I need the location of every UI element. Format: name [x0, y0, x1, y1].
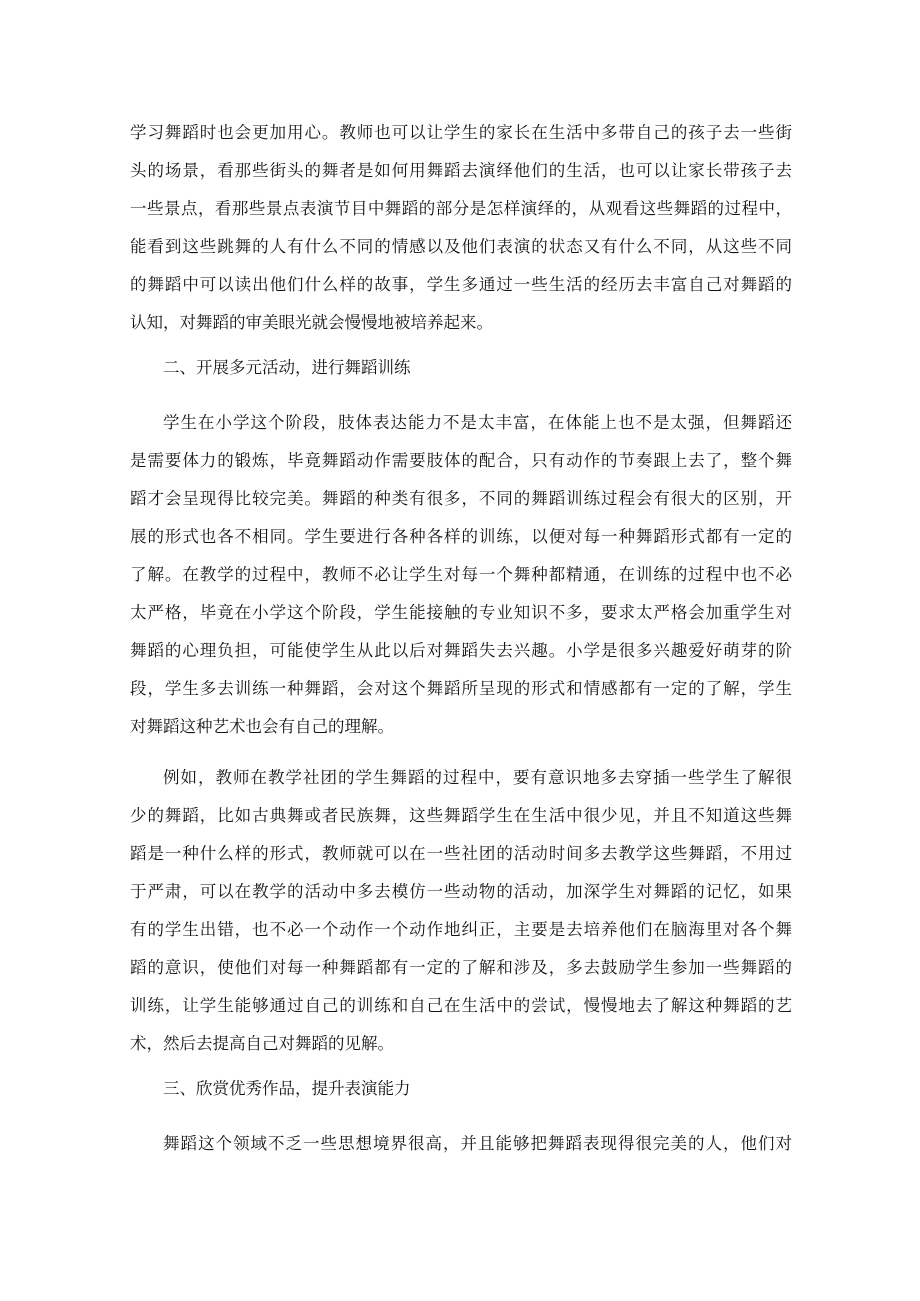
- text-line: 训练，让学生能够通过自己的训练和自己在生活中的尝试，慢慢地去了解这种舞蹈的艺: [130, 996, 792, 1015]
- text-line: 学习舞蹈时也会更加用心。教师也可以让学生的家长在生活中多带自己的孩子去一些街: [130, 123, 792, 142]
- paragraph-section2-2: [130, 759, 792, 1063]
- text-line: 蹈才会呈现得比较完美。舞蹈的种类有很多，不同的舞蹈训练过程会有很大的区别，开: [130, 489, 792, 508]
- text-line: 展的形式也各不相同。学生要进行各种各样的训练，以便对每一种舞蹈形式都有一定的: [130, 527, 792, 546]
- text-line: 少的舞蹈，比如古典舞或者民族舞，这些舞蹈学生在生活中很少见，并且不知道这些舞: [130, 806, 792, 825]
- text-line: 能看到这些跳舞的人有什么不同的情感以及他们表演的状态又有什么不同，从这些不同: [130, 237, 792, 256]
- heading-line: 三、欣赏优秀作品，提升表演能力: [163, 1079, 411, 1098]
- section-heading-3: [130, 1070, 792, 1108]
- text-line: 太严格，毕竟在小学这个阶段，学生能接触的专业知识不多，要求太严格会加重学生对: [130, 603, 792, 622]
- heading-line: 二、开展多元活动，进行舞蹈训练: [163, 358, 411, 377]
- text-line: 了解。在教学的过程中，教师不必让学生对每一个舞种都精通，在训练的过程中也不必: [130, 565, 792, 584]
- text-line: 认知，对舞蹈的审美眼光就会慢慢地被培养起来。: [130, 313, 493, 332]
- text-line: 蹈是一种什么样的形式，教师就可以在一些社团的活动时间多去教学这些舞蹈，不用过: [130, 844, 792, 863]
- paragraph-continuation: [130, 114, 792, 342]
- text-line: 学生在小学这个阶段，肢体表达能力不是太丰富，在体能上也不是太强，但舞蹈还: [163, 413, 792, 432]
- text-line: 舞蹈的心理负担，可能使学生从此以后对舞蹈失去兴趣。小学是很多兴趣爱好萌芽的阶: [130, 641, 792, 660]
- text-line: 对舞蹈这种艺术也会有自己的理解。: [130, 717, 394, 736]
- text-line: 是需要体力的锻炼，毕竟舞蹈动作需要肢体的配合，只有动作的节奏跟上去了，整个舞: [130, 451, 792, 470]
- text-line: 舞蹈这个领域不乏一些思想境界很高，并且能够把舞蹈表现得很完美的人，他们对: [163, 1134, 792, 1153]
- text-line: 一些景点，看那些景点表演节目中舞蹈的部分是怎样演绎的，从观看这些舞蹈的过程中，: [130, 199, 792, 218]
- text-line: 的舞蹈中可以读出他们什么样的故事，学生多通过一些生活的经历去丰富自己对舞蹈的: [130, 275, 792, 294]
- text-line: 头的场景，看那些街头的舞者是如何用舞蹈去演绎他们的生活，也可以让家长带孩子去: [130, 161, 792, 180]
- text-line: 段，学生多去训练一种舞蹈，会对这个舞蹈所呈现的形式和情感都有一定的了解，学生: [130, 679, 792, 698]
- text-line: 蹈的意识，使他们对每一种舞蹈都有一定的了解和涉及，多去鼓励学生参加一些舞蹈的: [130, 958, 792, 977]
- text-line: 例如，教师在教学社团的学生舞蹈的过程中，要有意识地多去穿插一些学生了解很: [163, 768, 792, 787]
- paragraph-section2-1: [130, 404, 792, 746]
- document-content: [130, 114, 792, 1163]
- text-line: 术，然后去提高自己对舞蹈的见解。: [130, 1034, 394, 1053]
- text-line: 有的学生出错，也不必一个动作一个动作地纠正，主要是去培养他们在脑海里对各个舞: [130, 920, 792, 939]
- section-heading-2: [130, 349, 792, 387]
- paragraph-section3-1: [130, 1125, 792, 1163]
- text-line: 于严肃，可以在教学的活动中多去模仿一些动物的活动，加深学生对舞蹈的记忆，如果: [130, 882, 792, 901]
